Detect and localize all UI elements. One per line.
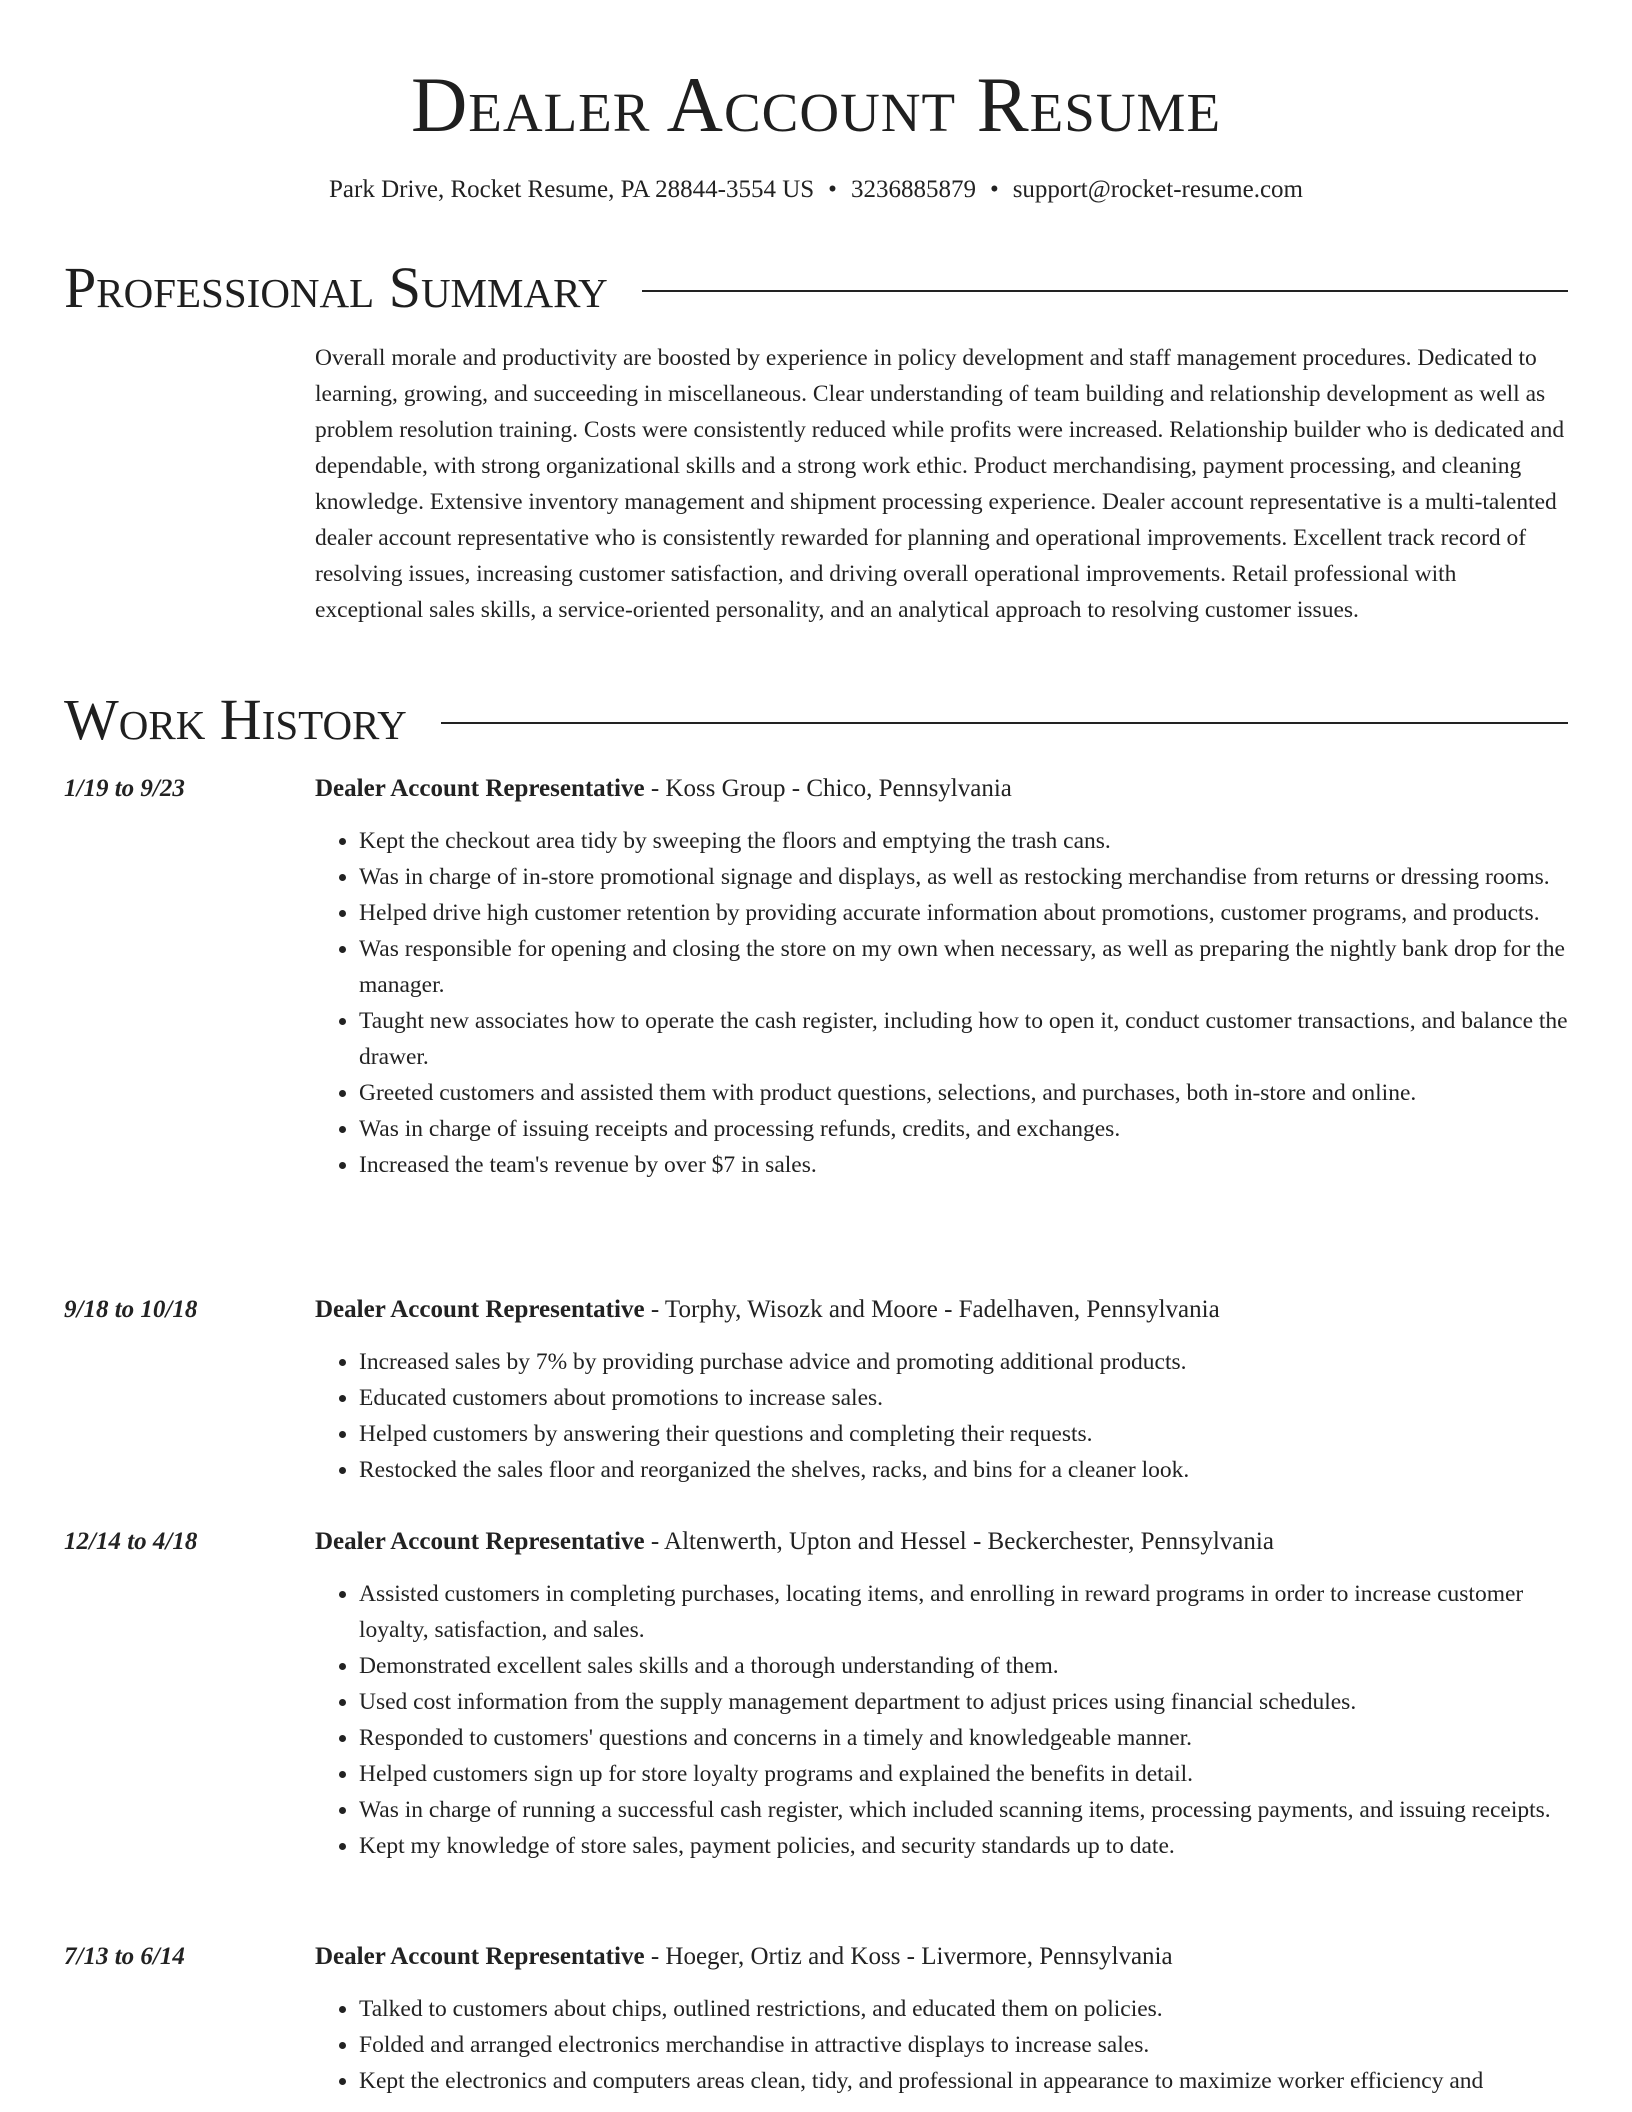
job-bullets: [315, 1344, 1568, 1488]
job-dates: 1/19 to 9/23: [64, 775, 185, 802]
job-bullet: • Kept my knowledge of store sales, payment policies, and security standards up to date.: [359, 1828, 1568, 1864]
job-bullet: • Was in charge of in-store promotional signage and displays, as well as restocking merchandise from returns or dressing rooms.: [359, 859, 1568, 895]
summary-text: Overall morale and productivity are boosted by experience in policy development and staff management procedures. Dedicated to learning, growing, and succeeding in miscellaneous. Clear understanding of team building and relationship development as well as problem resolution training. Costs were consistently reduced while profits were increased. Relationship builder who is dedicated and dependable, with strong organizational skills and a strong work ethic. Product merchandising, payment processing, and cleaning knowledge. Extensive inventory management and shipment processing experience. Dealer account representative is a multi-talented dealer account representative who is consistently rewarded for planning and operational improvements. Excellent track record of resolving issues, increasing customer satisfaction, and driving overall operational improvements. Retail professional with exceptional sales skills, a service-oriented personality, and an analytical approach to resolving customer issues.: [315, 345, 1565, 623]
job-bullet: • Used cost information from the supply management department to adjust prices using financial schedules.: [359, 1684, 1568, 1720]
job-heading: [315, 771, 1012, 807]
job-bullet: • Assisted customers in completing purchases, locating items, and enrolling in reward programs in order to increase customer loyalty, satisfaction, and sales.: [359, 1576, 1568, 1648]
work-section-header: [64, 688, 1568, 752]
job-details: - Hoeger, Ortiz and Koss - Livermore, Pennsylvania: [644, 1943, 1173, 1970]
job-bullet: • Increased the team's revenue by over $7 in sales.: [359, 1147, 1568, 1183]
job-bullet: • Helped customers by answering their questions and completing their requests.: [359, 1416, 1568, 1452]
job-header: [64, 771, 1568, 807]
job-bullet: • Restocked the sales floor and reorganized the shelves, racks, and bins for a cleaner look.: [359, 1452, 1568, 1488]
summary-heading: Professional Summary: [64, 255, 608, 320]
job-entry: [64, 1524, 1568, 1864]
job-dates: 7/13 to 6/14: [64, 1943, 185, 1970]
contact-separator: •: [989, 176, 999, 203]
job-dates: 9/18 to 10/18: [64, 1296, 198, 1323]
job-details: - Altenwerth, Upton and Hessel - Beckerchester, Pennsylvania: [644, 1528, 1274, 1555]
job-bullet: • Greeted customers and assisted them with product questions, selections, and purchases, both in-store and online.: [359, 1075, 1568, 1111]
job-bullet: • Kept the checkout area tidy by sweeping the floors and emptying the trash cans.: [359, 823, 1568, 859]
work-heading: Work History: [64, 687, 407, 752]
job-header: [64, 1292, 1568, 1328]
job-entry: [64, 771, 1568, 1183]
job-bullet: • Helped customers sign up for store loyalty programs and explained the benefits in detail.: [359, 1756, 1568, 1792]
job-heading: [315, 1292, 1220, 1328]
job-bullet: • Talked to customers about chips, outlined restrictions, and educated them on policies.: [359, 1991, 1568, 2027]
job-entry: [64, 1939, 1568, 2099]
job-bullet: • Increased sales by 7% by providing purchase advice and promoting additional products.: [359, 1344, 1568, 1380]
summary-section-header: [64, 256, 1568, 320]
job-title: Dealer Account Representative: [315, 775, 645, 802]
job-header: [64, 1939, 1568, 1975]
job-dates: 12/14 to 4/18: [64, 1528, 198, 1555]
job-bullet: • Was in charge of issuing receipts and processing refunds, credits, and exchanges.: [359, 1111, 1568, 1147]
job-bullets: [315, 1576, 1568, 1864]
contact-phone: 3236885879: [850, 176, 976, 203]
job-bullet: • Folded and arranged electronics merchandise in attractive displays to increase sales.: [359, 2027, 1568, 2063]
job-details: - Torphy, Wisozk and Moore - Fadelhaven, Pennsylvania: [644, 1296, 1220, 1323]
job-bullet: • Demonstrated excellent sales skills and a thorough understanding of them.: [359, 1648, 1568, 1684]
job-entry: [64, 1292, 1568, 1488]
job-heading: [315, 1939, 1173, 1975]
section-divider: [441, 722, 1568, 724]
job-bullet: • Kept the electronics and computers areas clean, tidy, and professional in appearance to maximize worker efficiency and: [359, 2063, 1568, 2099]
contact-address: Park Drive, Rocket Resume, PA 28844-3554 US: [329, 176, 815, 203]
job-details: - Koss Group - Chico, Pennsylvania: [644, 775, 1012, 802]
resume-title: Dealer Account Resume: [410, 61, 1222, 148]
job-bullet: • Was responsible for opening and closing the store on my own when necessary, as well as preparing the nightly bank drop for the manager.: [359, 931, 1568, 1003]
contact-line: [0, 174, 1632, 206]
job-bullets: [315, 823, 1568, 1183]
job-bullet: • Was in charge of running a successful cash register, which included scanning items, processing payments, and issuing receipts.: [359, 1792, 1568, 1828]
job-title: Dealer Account Representative: [315, 1943, 645, 1970]
job-bullet: • Taught new associates how to operate the cash register, including how to open it, conduct customer transactions, and balance the drawer.: [359, 1003, 1568, 1075]
job-bullet: • Educated customers about promotions to increase sales.: [359, 1380, 1568, 1416]
contact-separator: •: [828, 176, 837, 203]
job-header: [64, 1524, 1568, 1560]
job-title: Dealer Account Representative: [315, 1528, 645, 1555]
job-bullet: • Helped drive high customer retention by providing accurate information about promotions, customer programs, and products.: [359, 895, 1568, 931]
job-bullet: • Responded to customers' questions and concerns in a timely and knowledgeable manner.: [359, 1720, 1568, 1756]
job-heading: [315, 1524, 1274, 1560]
contact-email: support@rocket-resume.com: [1012, 176, 1303, 203]
job-title: Dealer Account Representative: [315, 1296, 645, 1323]
section-divider: [642, 290, 1568, 292]
job-bullets: [315, 1991, 1568, 2099]
